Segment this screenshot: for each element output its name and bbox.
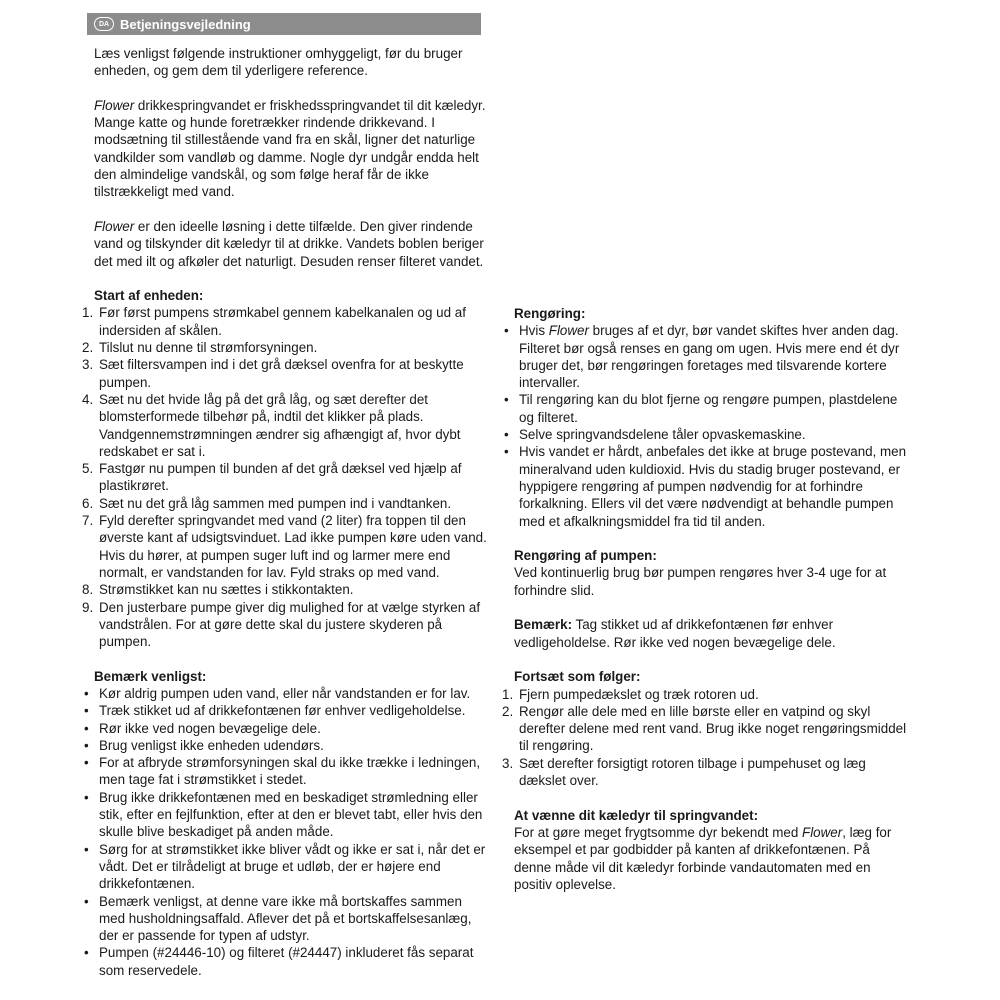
notes-list — [84, 685, 489, 979]
bullet: • — [84, 789, 89, 805]
pump-cleaning-heading: Rengøring af pumpen: — [514, 548, 657, 564]
cleaning-text: Hvis vandet er hårdt, anbefales det ikke at bruge postevand, men mineralvand uden kuldioxid. Hvis du stadig bruger postevand, er hyppigere rengøring af pumpen nødvendig for at forhindre forkalkning. Ellers vil det være nødvendigt at behandle pumpen med et afkalkningsmiddel fra tid til anden. — [519, 444, 907, 529]
step-number: 3. — [82, 357, 94, 373]
habituate-text — [514, 824, 909, 893]
pump-cleaning-text: Ved kontinuerlig brug bør pumpen rengøres hver 3-4 uge for at forhindre slid. — [514, 565, 887, 598]
step-text: Sæt nu det hvide låg på det grå låg, og sæt derefter det blomsterformede tilbehør på, indtil det klikker på plads. Vandgennemstrømningen ændrer sig afhængigt af, hvor dybt redskabet er sat i. — [99, 391, 461, 459]
left-column — [82, 45, 489, 979]
start-heading: Start af enheden: — [94, 288, 204, 304]
list-item — [84, 720, 489, 737]
step-text: Rengør alle dele med en lille børste eller en vatpind og skyl derefter delene med rent vand. Brug ikke noget rengøringsmiddel til rengøring. — [519, 703, 907, 754]
bullet: • — [84, 841, 89, 857]
step-text: Strømstikket kan nu sættes i stikkontakten. — [99, 582, 354, 598]
list-item — [504, 426, 909, 443]
note-text: Tag stikket ud af drikkefontænen før enhver vedligeholdelse. Rør ikke ved nogen bevægelige dele. — [514, 617, 836, 650]
cleaning-heading: Rengøring: — [514, 306, 586, 321]
step-text: Sæt derefter forsigtigt rotoren tilbage i pumpehuset og læg dækslet over. — [519, 755, 866, 789]
habituate-text-part: For at gøre meget frygtsomme dyr bekendt med — [514, 824, 803, 840]
note-text: Kør aldrig pumpen uden vand, eller når vandstanden er for lav. — [99, 685, 471, 701]
cleaning-text: bruges af et dyr, bør vandet skiftes hver anden dag. Filteret bør også renses en gang om ugen. Hvis mere end ét dyr bruger det, bør rengøringen foretages med tilsvarende kortere intervaller. — [519, 323, 900, 391]
step-text: Før først pumpens strømkabel gennem kabelkanalen og ud af indersiden af skålen. — [99, 305, 466, 338]
bullet: • — [84, 685, 89, 701]
note-label: Bemærk: — [514, 617, 573, 633]
bullet: • — [504, 444, 509, 460]
note-text: Rør ikke ved nogen bevægelige dele. — [99, 720, 321, 736]
list-item — [504, 443, 909, 529]
note-text: Bemærk venligst, at denne vare ikke må bortskaffes sammen med husholdningsaffald. Aflever det på et bortskaffelsesanlæg, der er passende for typen af udstyr. — [99, 893, 472, 944]
list-item — [504, 391, 909, 426]
note-text: Træk stikket ud af drikkefontænen før enhver vedligeholdelse. — [99, 703, 466, 719]
cleaning-list — [504, 322, 909, 530]
list-item — [82, 356, 489, 391]
intro-paragraph-1: Læs venligst følgende instruktioner omhyggeligt, før du bruger enheden, og gem dem til yderligere reference. — [94, 46, 463, 79]
product-name: Flower — [802, 824, 843, 840]
start-steps-list — [82, 304, 489, 650]
step-number: 5. — [82, 461, 94, 477]
product-name: Flower — [94, 218, 135, 234]
step-number: 4. — [82, 391, 94, 407]
product-name: Flower — [94, 97, 135, 113]
habituate-section — [514, 807, 909, 893]
step-text: Sæt filtersvampen ind i det grå dæksel ovenfra for at beskytte pumpen. — [99, 357, 464, 390]
habituate-heading: At vænne dit kæledyr til springvandet: — [514, 807, 759, 823]
list-item — [84, 841, 489, 893]
notes-section — [84, 668, 489, 979]
habituate-text-part: , læg for eksempel et par godbidder på kanten af drikkefontænen. På denne måde vil dit kæledyr forbinde vandautomaten med en positiv oplevelse. — [514, 824, 892, 892]
cleaning-text: Til rengøring kan du blot fjerne og rengøre pumpen, plastdelene og filteret. — [519, 392, 898, 425]
list-item — [84, 944, 489, 979]
bullet: • — [84, 945, 89, 961]
bullet: • — [84, 737, 89, 753]
step-number: 9. — [82, 599, 94, 615]
cleaning-text: Selve springvandsdelene tåler opvaskemaskine. — [519, 427, 806, 443]
bullet: • — [84, 703, 89, 719]
step-text: Fastgør nu pumpen til bunden af det grå dæksel ved hjælp af plastikrøret. — [99, 461, 462, 494]
list-item — [82, 495, 489, 512]
list-item — [82, 581, 489, 598]
step-text: Sæt nu det grå låg sammen med pumpen ind i vandtanken. — [99, 495, 452, 511]
list-item — [82, 304, 489, 339]
intro-paragraph-2 — [94, 97, 489, 201]
list-item — [84, 702, 489, 719]
list-item — [82, 512, 489, 581]
cleaning-text: Hvis — [519, 323, 549, 339]
list-item — [82, 339, 489, 356]
intro-paragraph-3 — [94, 218, 489, 270]
section-header-bar — [87, 13, 481, 35]
pump-cleaning-section — [514, 547, 909, 599]
step-number: 2. — [82, 340, 94, 356]
list-item — [82, 391, 489, 460]
bullet: • — [84, 755, 89, 771]
start-section — [82, 287, 489, 650]
section-title: Betjeningsvejledning — [120, 16, 251, 32]
bullet: • — [84, 720, 89, 736]
list-item — [84, 789, 489, 841]
cleaning-section — [504, 305, 909, 530]
list-item — [504, 322, 909, 391]
language-badge: DA — [94, 17, 114, 31]
list-item — [82, 599, 489, 651]
step-number: 2. — [502, 703, 514, 719]
note-text: Sørg for at strømstikket ikke bliver vådt og ikke er sat i, når det er vådt. Det er tilrådeligt at bruge et udløb, der er højere end drikkefontænen. — [99, 841, 486, 892]
list-item — [84, 893, 489, 945]
list-item — [502, 703, 909, 755]
continue-heading: Fortsæt som følger: — [514, 669, 641, 685]
bullet: • — [84, 893, 89, 909]
notes-heading: Bemærk venligst: — [94, 668, 207, 684]
step-text: Den justerbare pumpe giver dig mulighed for at vælge styrken af vandstrålen. For at gøre dette skal du justere skyderen på pumpen. — [99, 599, 481, 650]
step-number: 7. — [82, 513, 94, 529]
step-number: 3. — [502, 755, 514, 771]
note-text: Brug venligst ikke enheden udendørs. — [99, 737, 324, 753]
list-item — [82, 460, 489, 495]
step-text: Fyld derefter springvandet med vand (2 liter) fra toppen til den øverste kant af udsigtsvinduet. Lad ikke pumpen køre uden vand. Hvis du hører, at pumpen suger luft ind og larmer mere end normalt, er vandstanden for lav. Fyld straks op med vand. — [99, 513, 487, 580]
step-text: Fjern pumpedækslet og træk rotoren ud. — [519, 686, 759, 702]
product-name: Flower — [548, 323, 589, 339]
note-text: For at afbryde strømforsyningen skal du ikke trække i ledningen, men tage fat i strømstikket i stedet. — [99, 755, 481, 788]
note-text: Pumpen (#24446-10) og filteret (#24447) inkluderet fås separat som reservedele. — [99, 945, 474, 978]
list-item — [84, 685, 489, 702]
list-item — [502, 686, 909, 703]
intro-paragraph-3-text: er den ideelle løsning i dette tilfælde. Den giver rindende vand og tilskynder dit kæledyr til at drikke. Vandets boblen beriger det med ilt og afkøler det naturligt. Desuden renser filteret vandet. — [94, 218, 484, 269]
step-number: 6. — [82, 495, 94, 511]
bullet: • — [504, 392, 509, 408]
step-number: 1. — [502, 686, 514, 702]
intro-paragraph-2-text: drikkespringvandet er friskhedsspringvandet til dit kæledyr. Mange katte og hunde foretrækker rindende drikkevand. I modsætning til stillestående vand fra en skål, ligner det naturlige vandkilder som vandløb og damme. Nogle dyr undgår endda helt den almindelige vandskål, og som følge heraf får de ikke tilstrækkeligt med vand. — [94, 97, 486, 200]
continue-steps-list — [502, 686, 909, 790]
continue-section — [502, 668, 909, 789]
right-column — [502, 305, 909, 893]
list-item — [502, 755, 909, 790]
list-item — [84, 754, 489, 789]
note-text: Brug ikke drikkefontænen med en beskadiget strømledning eller stik, efter en fejlfunktion, efter at den er blevet tabt, eller hvis den skulle blive beskadiget på anden måde. — [99, 789, 483, 840]
list-item — [84, 737, 489, 754]
step-number: 1. — [82, 305, 94, 321]
step-text: Tilslut nu denne til strømforsyningen. — [99, 340, 318, 356]
bullet: • — [504, 427, 509, 443]
bullet: • — [504, 323, 509, 339]
step-number: 8. — [82, 582, 94, 598]
note-paragraph — [514, 616, 909, 651]
